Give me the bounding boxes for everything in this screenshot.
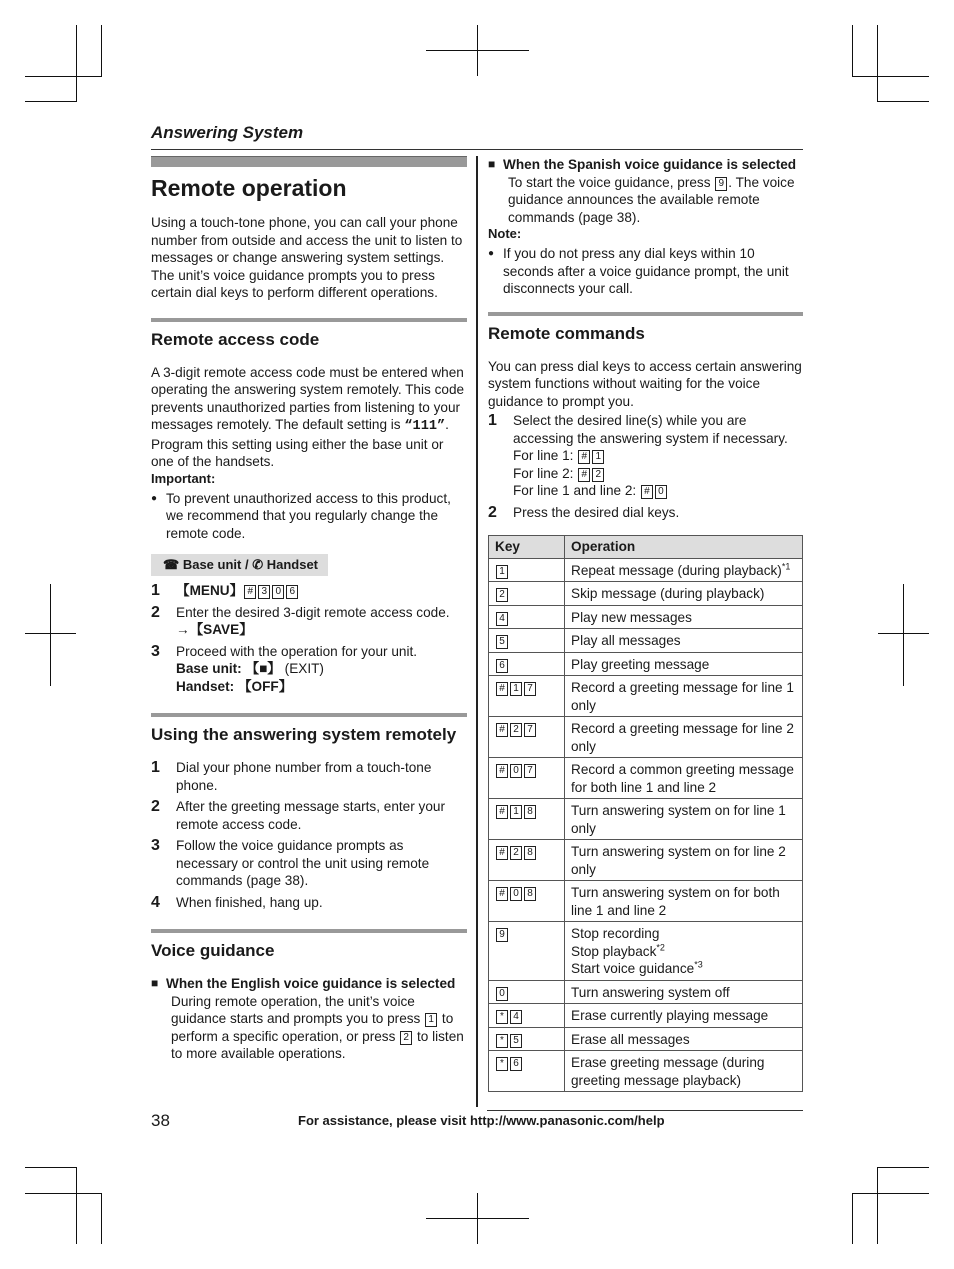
dial-key: 2 bbox=[510, 846, 522, 860]
base-unit-icon: ☎ bbox=[163, 557, 180, 572]
use-step-1: 1 Dial your phone number from a touch-tone phone. bbox=[151, 759, 432, 793]
dial-key: * bbox=[496, 1010, 508, 1024]
dial-key: # bbox=[496, 887, 508, 901]
title-bar bbox=[151, 156, 467, 167]
section-bar bbox=[151, 318, 467, 322]
footer-rule bbox=[487, 1110, 803, 1111]
dial-key: 6 bbox=[496, 659, 508, 673]
remote-use-heading: Using the answering system remotely bbox=[151, 725, 457, 744]
right-column bbox=[488, 156, 803, 1092]
dial-key: 4 bbox=[510, 1010, 522, 1024]
use-step-2: 2 After the greeting message starts, enter your remote access code. bbox=[151, 798, 445, 832]
unit-tag: ☎ Base unit / ✆ Handset bbox=[151, 554, 328, 576]
command-keys bbox=[489, 717, 565, 758]
important-bullet: ● To prevent unauthorized access to this product, we recommend that you regularly change the remote code. bbox=[151, 490, 467, 543]
section-bar bbox=[151, 713, 467, 717]
remote-access-heading: Remote access code bbox=[151, 329, 320, 349]
dial-key: 0 bbox=[496, 987, 508, 1001]
section-header: Answering System bbox=[151, 123, 304, 142]
command-operation: Stop recording Stop playback$^{*2}$ Start voice guidance$^{*3}$ bbox=[565, 922, 803, 981]
command-keys bbox=[489, 980, 565, 1004]
command-keys bbox=[489, 758, 565, 799]
english-guidance-heading: ■ When the English voice guidance is selected bbox=[151, 975, 467, 993]
dial-key: 7 bbox=[524, 723, 536, 737]
command-keys bbox=[489, 799, 565, 840]
command-operation: Turn answering system on for line 1 only bbox=[565, 799, 803, 840]
command-keys bbox=[489, 629, 565, 653]
command-operation: Play new messages bbox=[565, 605, 803, 629]
english-guidance-text: During remote operation, the unit’s voice guidance starts and prompts you to press 1 to perform a specific operation, or press 2 to listen to more available operations. bbox=[171, 993, 464, 1061]
command-keys bbox=[489, 676, 565, 717]
table-row bbox=[489, 1027, 803, 1051]
command-keys bbox=[489, 652, 565, 676]
remote-commands-intro: You can press dial keys to access certain answering system functions without waiting for the voice guidance to prompt you. bbox=[488, 358, 802, 409]
dial-key: # bbox=[496, 846, 508, 860]
command-operation: Play all messages bbox=[565, 629, 803, 653]
command-keys bbox=[489, 1051, 565, 1092]
command-operation: Turn answering system on for both line 1 and line 2 bbox=[565, 881, 803, 922]
command-operation: Erase greeting message (during greeting message playback) bbox=[565, 1051, 803, 1092]
command-keys bbox=[489, 1027, 565, 1051]
table-row bbox=[489, 881, 803, 922]
command-keys bbox=[489, 840, 565, 881]
remote-commands-heading: Remote commands bbox=[488, 323, 645, 343]
table-row bbox=[489, 799, 803, 840]
dial-key: * bbox=[496, 1034, 508, 1048]
command-keys bbox=[489, 881, 565, 922]
header-rule bbox=[151, 149, 803, 150]
table-row bbox=[489, 1051, 803, 1092]
table-row bbox=[489, 676, 803, 717]
note-label: Note: bbox=[488, 226, 522, 241]
default-code: “111” bbox=[404, 419, 446, 434]
command-keys bbox=[489, 582, 565, 606]
section-bar bbox=[151, 929, 467, 933]
left-column bbox=[151, 156, 467, 1063]
dial-key: 0 bbox=[510, 764, 522, 778]
footer-assist: For assistance, please visit http://www.panasonic.com/help bbox=[298, 1113, 665, 1128]
command-keys bbox=[489, 1004, 565, 1028]
dial-key: 8 bbox=[524, 805, 536, 819]
dial-key: 2 bbox=[510, 723, 522, 737]
section-bar bbox=[488, 312, 803, 316]
remote-access-text: A 3-digit remote access code must be entered when operating the answering system remotely. This code prevents unauthorized parties from listening to your messages remotely. The default setting is “111”. bbox=[151, 364, 465, 434]
command-operation: Record a greeting message for line 2 only bbox=[565, 717, 803, 758]
important-label: Important: bbox=[151, 470, 216, 486]
command-operation: Skip message (during playback) bbox=[565, 582, 803, 606]
table-row bbox=[489, 629, 803, 653]
command-operation: Record a greeting message for line 1 only bbox=[565, 676, 803, 717]
dial-key: 0 bbox=[510, 887, 522, 901]
table-row bbox=[489, 605, 803, 629]
command-operation: Erase all messages bbox=[565, 1027, 803, 1051]
table-row bbox=[489, 980, 803, 1004]
table-header-key: Key bbox=[489, 536, 565, 559]
dial-key: 8 bbox=[524, 887, 536, 901]
table-row bbox=[489, 1004, 803, 1028]
access-step-2: 2 Enter the desired 3-digit remote access code. →【SAVE】 bbox=[151, 603, 450, 637]
dial-key: # bbox=[496, 723, 508, 737]
dial-key: * bbox=[496, 1057, 508, 1071]
command-keys bbox=[489, 558, 565, 582]
dial-key: 4 bbox=[496, 612, 508, 626]
command-keys bbox=[489, 922, 565, 981]
intro-text: Using a touch-tone phone, you can call your phone number from outside and access the unit to listen to messages or change answering system settings. The unit’s voice guidance prompts you to press certain dial keys to perform different operations. bbox=[151, 215, 463, 300]
dial-key: 1 bbox=[496, 565, 508, 579]
use-step-4: 4 When finished, hang up. bbox=[151, 893, 323, 911]
dial-key: 9 bbox=[496, 928, 508, 942]
command-operation: Turn answering system off bbox=[565, 980, 803, 1004]
command-operation: Record a common greeting message for both line 1 and line 2 bbox=[565, 758, 803, 799]
table-row bbox=[489, 840, 803, 881]
remote-access-program-text: Program this setting using either the base unit or one of the handsets. bbox=[151, 436, 444, 469]
dial-key: 1 bbox=[510, 805, 522, 819]
command-operation: Repeat message (during playback)$^{*1}$ bbox=[565, 558, 803, 582]
dial-key: 6 bbox=[510, 1057, 522, 1071]
command-operation: Turn answering system on for line 2 only bbox=[565, 840, 803, 881]
page-number: 38 bbox=[151, 1111, 170, 1130]
column-divider bbox=[476, 156, 478, 1107]
note-bullet: ● If you do not press any dial keys within 10 seconds after a voice guidance prompt, the unit disconnects your call. bbox=[488, 245, 803, 298]
table-row bbox=[489, 558, 803, 582]
access-step-3: 3 Proceed with the operation for your unit. Base unit: 【■】 (EXIT) Handset: 【OFF】 bbox=[151, 642, 418, 694]
table-header-operation: Operation bbox=[565, 536, 803, 559]
table-row bbox=[489, 582, 803, 606]
handset-icon: ✆ bbox=[252, 557, 264, 572]
commands-step-1: 1 Select the desired line(s) while you are accessing the answering system if necessary. For line 1: # 1 For line 2: # 2 For line 1 and line 2: # 0 bbox=[488, 412, 788, 498]
dial-key: 1 bbox=[510, 682, 522, 696]
page-title: Remote operation bbox=[151, 175, 347, 201]
commands-step-2: 2 Press the desired dial keys. bbox=[488, 503, 680, 521]
command-operation: Play greeting message bbox=[565, 652, 803, 676]
command-operation: Erase currently playing message bbox=[565, 1004, 803, 1028]
voice-guidance-heading: Voice guidance bbox=[151, 941, 275, 960]
dial-key: 5 bbox=[496, 635, 508, 649]
dial-key: 8 bbox=[524, 846, 536, 860]
spanish-guidance-heading: ■ When the Spanish voice guidance is selected bbox=[488, 156, 803, 174]
remote-commands-table bbox=[488, 535, 803, 1092]
use-step-3: 3 Follow the voice guidance prompts as necessary or control the unit using remote commands (page 38). bbox=[151, 837, 430, 888]
dial-key: # bbox=[496, 764, 508, 778]
access-step-1: 1 【MENU】 # 3 0 6 bbox=[151, 582, 467, 600]
table-row bbox=[489, 652, 803, 676]
dial-key: 7 bbox=[524, 764, 536, 778]
command-keys bbox=[489, 605, 565, 629]
dial-key: 2 bbox=[496, 588, 508, 602]
table-row bbox=[489, 758, 803, 799]
dial-key: # bbox=[496, 682, 508, 696]
dial-key: 7 bbox=[524, 682, 536, 696]
dial-key: 5 bbox=[510, 1034, 522, 1048]
table-row bbox=[489, 717, 803, 758]
dial-key: # bbox=[496, 805, 508, 819]
table-row bbox=[489, 922, 803, 981]
spanish-guidance-text: To start the voice guidance, press 9 . The voice guidance announces the available remote commands (page 38). bbox=[508, 174, 795, 225]
